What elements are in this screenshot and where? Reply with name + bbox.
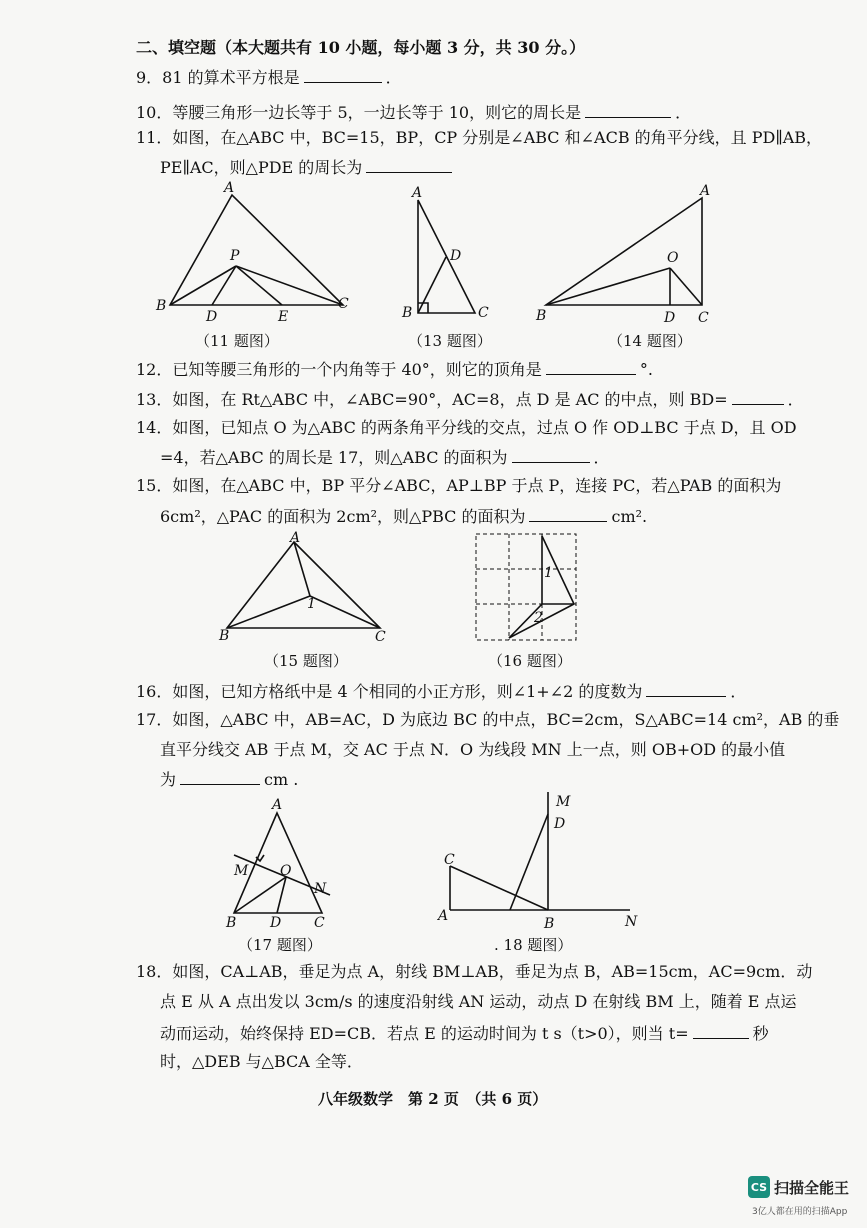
fig18-label-a: A [438,908,449,924]
answer-blank-13[interactable] [732,388,784,405]
answer-blank-17[interactable] [180,768,260,785]
fig11-label-p: P [230,248,240,264]
watermark-subtitle: 3亿人都在用的扫描App [752,1207,848,1217]
fig11-label-e: E [278,309,289,325]
question-17-line1: 17．如图，△ABC 中，AB=AC，D 为底边 BC 的中点，BC=2cm，S△ABC=14 cm²，AB 的垂 [136,710,840,729]
fig17-label-d: D [270,915,282,931]
answer-blank-9[interactable] [304,66,382,83]
question-11-line2: PE∥AC，则△PDE 的周长为 [160,156,456,178]
fig11-triangle-abc [170,195,343,305]
question-17-line2: 直平分线交 AB 于点 M，交 AC 于点 N．O 为线段 MN 上一点，则 OB+OD 的最小值 [160,740,786,759]
figure-16 [474,532,578,642]
fig18-label-m: M [556,794,571,810]
fig16-label-angle1: 1 [544,565,553,581]
caption-fig13: （13 题图） [408,332,492,350]
caption-fig14: （14 题图） [608,332,692,350]
fig14-label-d: D [664,310,676,326]
question-15-line1: 15．如图，在△ABC 中，BP 平分∠ABC，AP⊥BP 于点 P，连接 PC，若△PAB 的面积为 [136,476,782,495]
question-13: 13．如图，在 Rt△ABC 中，∠ABC=90°，AC=8，点 D 是 AC 的中点，则 BD= ． [136,390,804,409]
fig15-label-a: A [290,530,301,546]
answer-blank-10[interactable] [585,101,671,118]
caption-fig11: （11 题图） [195,332,279,350]
question-12: 12．已知等腰三角形的一个内角等于 40°，则它的顶角是 °. [136,360,653,379]
fig17-label-n: N [314,881,327,897]
fig11-label-d: D [206,309,218,325]
fig11-label-a: A [224,180,235,196]
answer-blank-14[interactable] [512,446,590,463]
fig11-label-b: B [156,298,167,314]
answer-blank-16[interactable] [646,680,726,697]
fig18-label-d: D [554,816,566,832]
camscanner-logo-icon: CS [748,1176,770,1198]
fig17-label-b: B [226,915,237,931]
question-17-line3: 为 cm . [160,770,299,789]
caption-fig15: （15 题图） [264,652,348,670]
fig16-label-angle2: 2 [534,610,543,626]
fig13-label-d: D [450,248,462,264]
question-14-line2: =4，若△ABC 的周长是 17，则△ABC 的面积为 ． [160,448,610,467]
figure-14 [530,180,730,325]
fig14-label-b: B [536,308,547,324]
fig14-label-o: O [667,250,679,266]
fig13-label-c: C [478,305,489,321]
section-header: 二、填空题（本大题共有 10 小题，每小题 3 分，共 30 分。） [136,38,586,57]
fig15-label-c: C [375,629,386,645]
question-18-line4: 时，△DEB 与△BCA 全等． [160,1052,363,1071]
page-footer: 八年级数学 第 2 页 （共 6 页） [318,1090,548,1108]
caption-fig17: （17 题图） [238,936,322,954]
watermark-name: 扫描全能王 [774,1178,850,1197]
answer-blank-12[interactable] [546,358,636,375]
figure-11 [150,180,360,325]
question-11-line1: 11．如图，在△ABC 中，BC=15，BP，CP 分别是∠ABC 和∠ACB 的角平分线，且 PD∥AB， [136,128,823,147]
question-18-line1: 18．如图，CA⊥AB，垂足为点 A，射线 BM⊥AB，垂足为点 B，AB=15cm，AC=9cm．动 [136,962,813,981]
fig17-label-o: O [280,863,292,879]
figure-17 [222,795,337,930]
caption-fig16: （16 题图） [488,652,572,670]
fig17-label-m: M [234,863,249,879]
fig18-label-n: N [625,914,638,930]
question-9: 9．81 的算术平方根是 ． [136,68,402,87]
fig15-label-b: B [219,628,230,644]
answer-blank-15[interactable] [529,505,607,522]
figure-13 [400,185,500,325]
question-18-line3: 动而运动，始终保持 ED=CB．若点 E 的运动时间为 t s（t>0），则当 t= 秒 [160,1024,769,1043]
scanner-watermark [748,1176,849,1198]
fig17-label-c: C [314,915,325,931]
answer-blank-11[interactable] [366,156,452,173]
fig15-label-p: 1 [307,596,316,612]
fig18-label-b: B [544,916,555,932]
fig18-label-c: C [444,852,455,868]
question-10: 10．等腰三角形一边长等于 5，一边长等于 10，则它的周长是 ． [136,103,692,122]
question-15-line2: 6cm²，△PAC 的面积为 2cm²，则△PBC 的面积为 cm². [160,507,648,526]
fig17-label-a: A [272,797,283,813]
question-16: 16．如图，已知方格纸中是 4 个相同的小正方形，则∠1+∠2 的度数为 ． [136,682,747,701]
caption-fig18: . 18 题图） [494,936,573,954]
question-14-line1: 14．如图，已知点 O 为△ABC 的两条角平分线的交点，过点 O 作 OD⊥BC 于点 D，且 OD [136,418,797,437]
question-18-line2: 点 E 从 A 点出发以 3cm/s 的速度沿射线 AN 运动，动点 D 在射线 BM 上，随着 E 点运 [160,992,797,1011]
fig14-label-a: A [700,183,711,199]
figure-15 [215,530,395,648]
figure-18 [430,790,650,932]
answer-blank-18[interactable] [693,1022,749,1039]
fig14-label-c: C [698,310,709,326]
fig13-label-b: B [402,305,413,321]
fig11-label-c: C [338,296,349,312]
fig13-label-a: A [412,185,423,201]
